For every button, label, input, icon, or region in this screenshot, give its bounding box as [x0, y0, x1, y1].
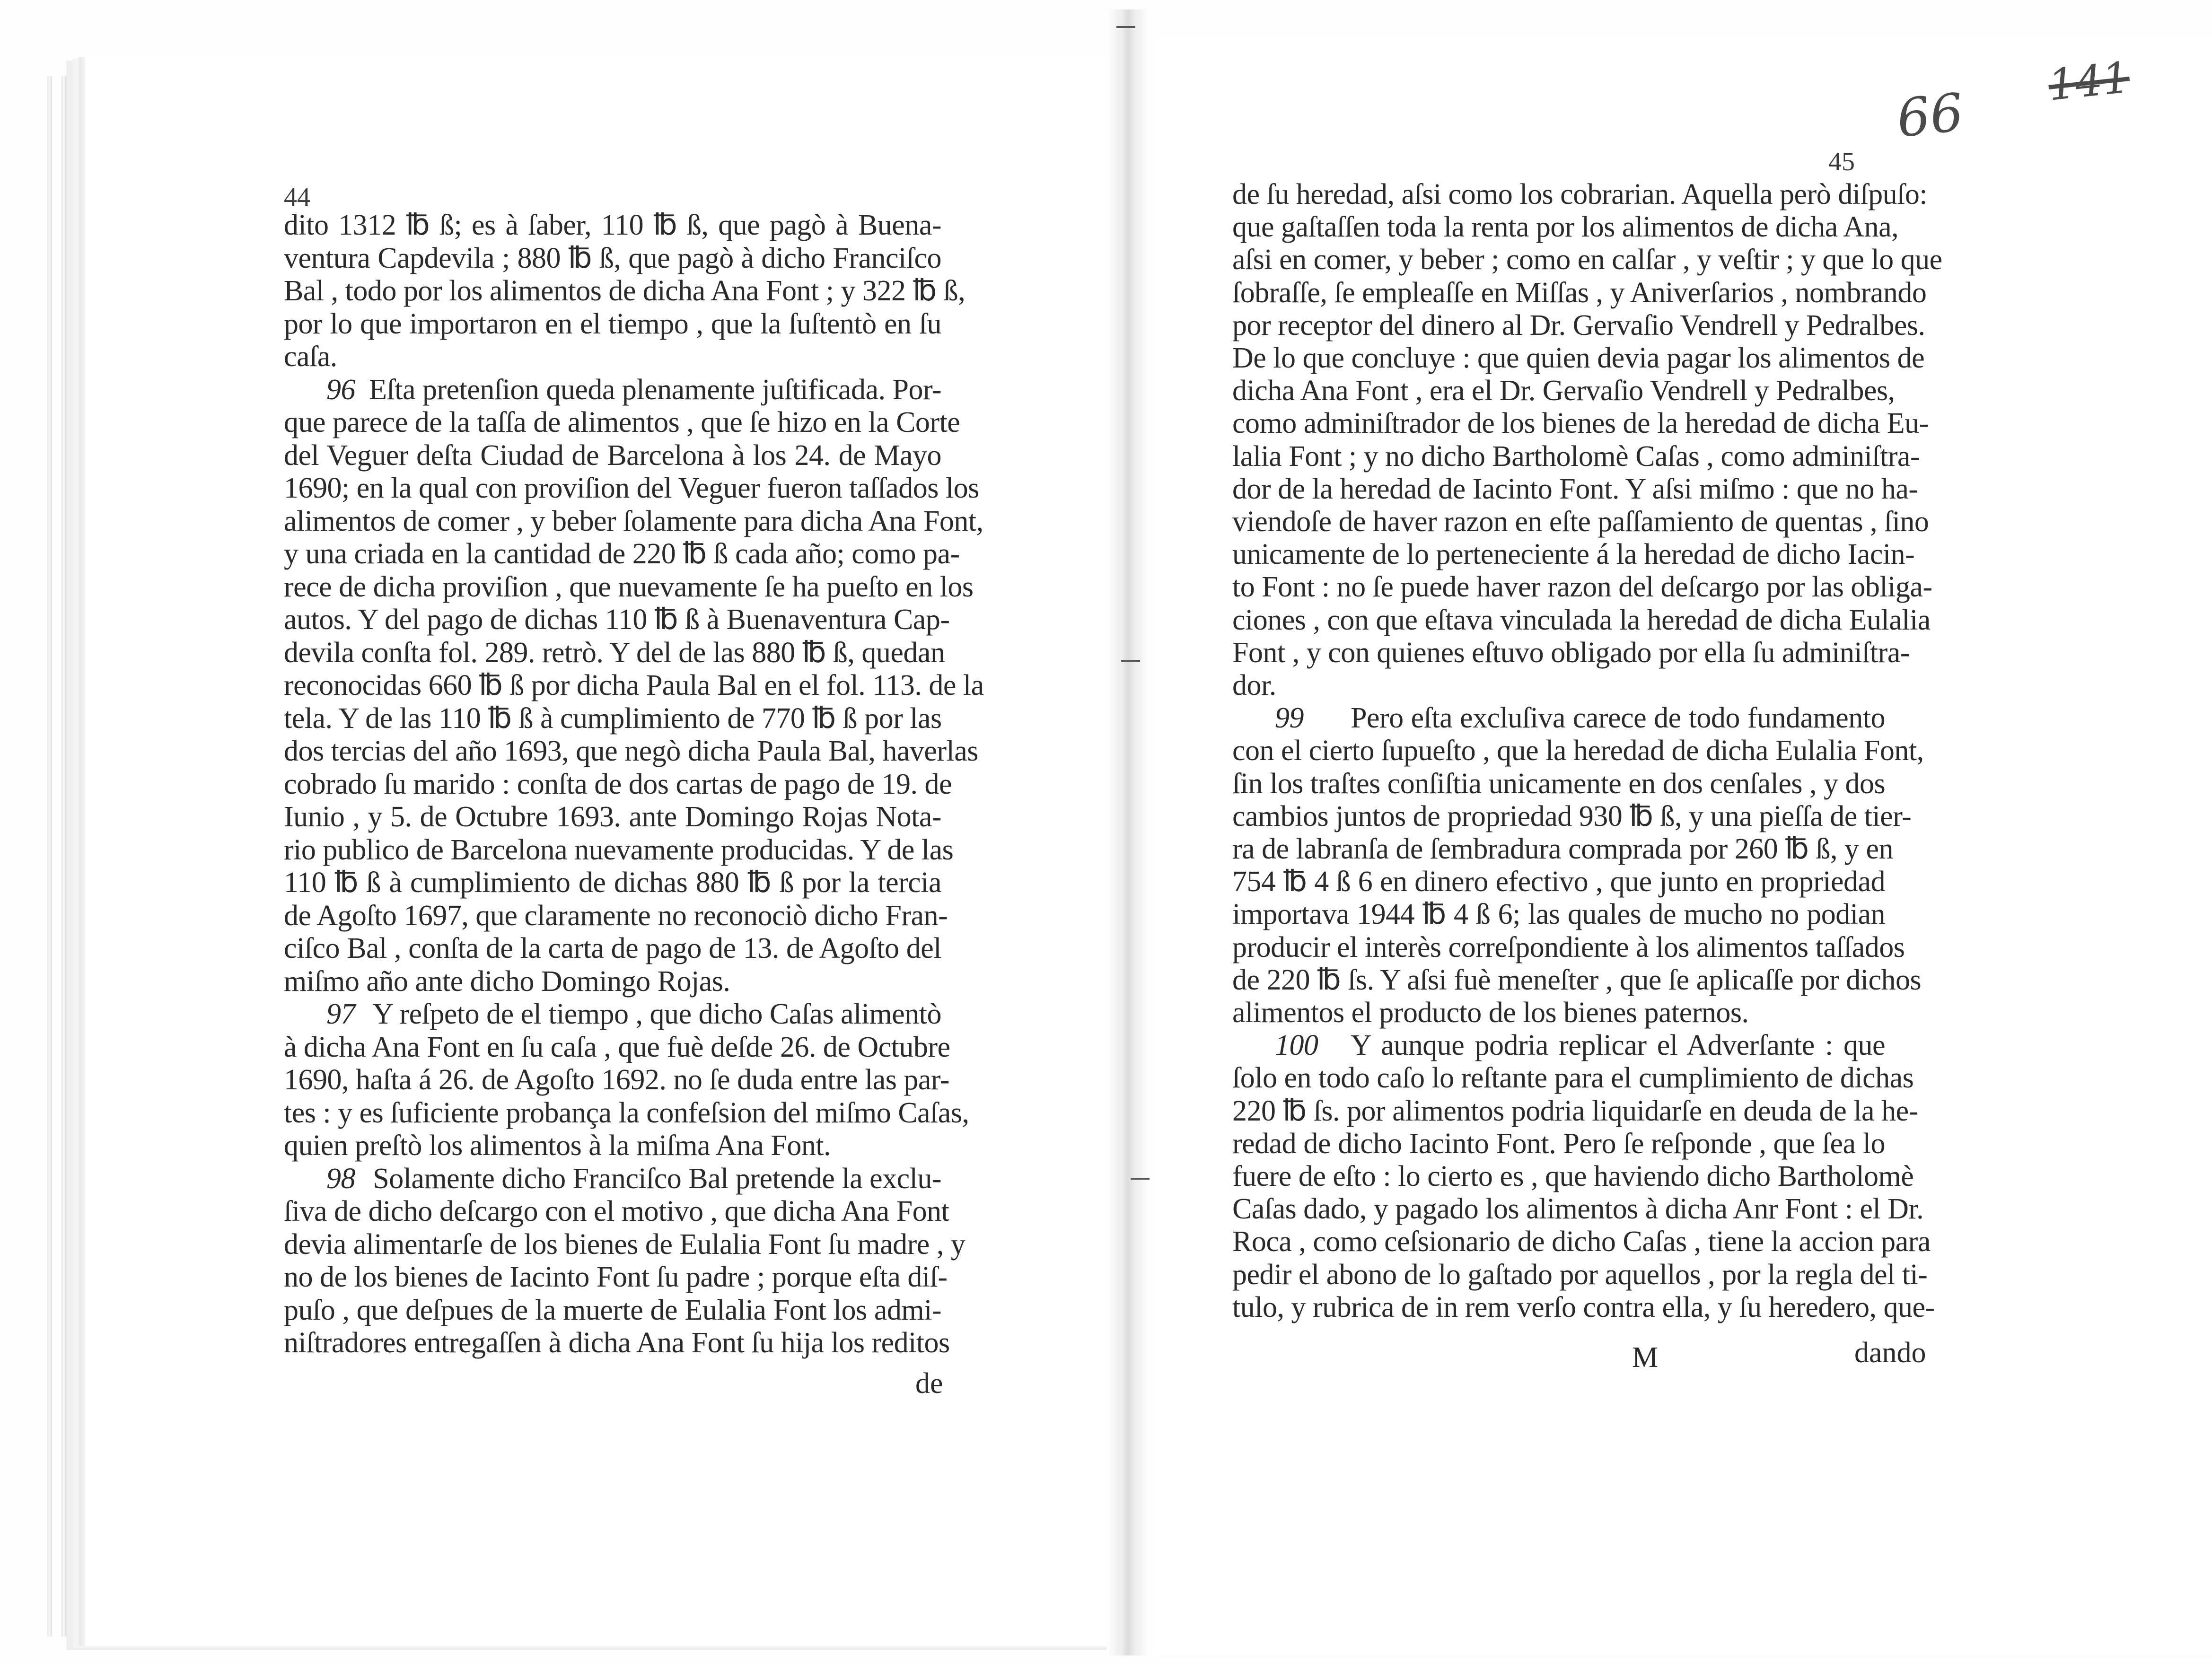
text-line [284, 899, 948, 932]
text-line [1232, 309, 1925, 342]
text-line [1232, 1062, 1914, 1095]
line-text: tulo, y rubrica de in rem verſo contra ella, y ſu heredero, que- [1232, 1291, 1935, 1323]
line-text: redad de dicho Iacinto Font. Pero ſe reſponde , que ſea lo [1232, 1127, 1885, 1160]
text-line [284, 1327, 950, 1359]
line-text: ſolo en todo caſo lo reſtante para el cumplimiento de dichas [1232, 1062, 1914, 1095]
line-text: y una criada en la cantidad de 220 ℔ ß cada año; como pa- [284, 538, 960, 570]
line-text: que gaſtaſſen toda la renta por los alimentos de dicha Ana, [1232, 211, 1899, 244]
line-text: dito 1312 ℔ ß; es à ſaber, 110 ℔ ß, que pagò à Buena- [284, 209, 941, 241]
line-text: ſobraſſe, ſe empleaſſe en Miſſas , y Aniverſarios , nombrando [1232, 276, 1927, 309]
text-line [284, 441, 941, 470]
text-line [1232, 407, 1929, 440]
text-line [284, 244, 941, 273]
line-text: reconocidas 660 ℔ ß por dicha Paula Bal en el fol. 113. de la [284, 669, 984, 701]
line-text: alimentos el producto de los bienes paternos. [1232, 997, 1749, 1029]
page-number: 45 [1828, 147, 1855, 176]
line-text: de Agoſto 1697, que claramente no reconociò dicho Fran- [284, 899, 948, 932]
text-line [284, 1261, 948, 1293]
line-text: 220 ℔ ſs. por alimentos podria liquidarſe en deuda de la he- [1232, 1095, 1918, 1127]
line-text: alimentos de comer , y beber ſolamente para dicha Ana Font, [284, 505, 983, 537]
page-stack-edge [47, 76, 52, 1637]
text-line [284, 375, 941, 404]
line-text: Solamente dicho Franciſco Bal pretende la exclu- [373, 1162, 941, 1195]
line-text: ſiva de dicho deſcargo con el motivo , que dicha Ana Font [284, 1195, 949, 1227]
line-text: Bal , todo por los alimentos de dicha Ana Font ; y 322 ℔ ß, [284, 275, 966, 307]
text-line [1232, 538, 1915, 571]
line-text: Font , y con quienes eſtuvo obligado por ella ſu adminiſtra- [1232, 636, 1910, 669]
line-text: con el cierto ſupueſto , que la heredad de dicha Eulalia Font, [1232, 735, 1924, 767]
text-line [284, 833, 954, 866]
text-line [284, 1228, 966, 1261]
text-line [284, 868, 941, 897]
text-line [284, 472, 979, 504]
text-line [284, 1096, 969, 1129]
text-line [1232, 1095, 1918, 1127]
line-text: tela. Y de las 110 ℔ ß à cumplimiento de 770 ℔ ß por las [284, 702, 942, 735]
handwritten-struck-number: 141 [2045, 53, 2132, 111]
text-line [284, 934, 941, 963]
line-text: caſa. [284, 341, 337, 373]
line-text: à dicha Ana Font en ſu caſa , que fuè deſde 26. de Octubre [284, 1031, 950, 1063]
line-text: cobrado ſu marido : conſta de dos cartas de pago de 19. de [284, 768, 952, 800]
text-line [284, 604, 950, 636]
line-text: 110 ℔ ß à cumplimiento de dichas 880 ℔ ß por la tercia [284, 867, 941, 899]
line-text: miſmo año ante dicho Domingo Rojas. [284, 965, 730, 998]
text-line [1232, 1291, 1935, 1323]
text-line [284, 505, 983, 537]
line-text: importava 1944 ℔ 4 ß 6; las quales de mucho no podian [1232, 898, 1885, 931]
text-line [1232, 769, 1885, 798]
text-line [1232, 276, 1927, 309]
text-line [1232, 342, 1925, 374]
text-line [284, 406, 960, 438]
text-line [1232, 506, 1929, 538]
line-text: tes : y es ſuficiente probança la confeſsion del miſmo Caſas, [284, 1096, 969, 1129]
line-text: viendoſe de haver razon en eſte paſſamiento de quentas , ſino [1232, 506, 1929, 538]
line-text: Pero eſta excluſiva carece de todo fundamento [1351, 702, 1885, 735]
line-text: de ſu heredad, aſsi como los cobrarian. Aquella però diſpuſo: [1232, 178, 1928, 210]
text-line [1232, 1031, 1885, 1060]
line-text: aſsi en comer, y beber ; como en calſar , y veſtir ; y que lo que [1232, 244, 1942, 276]
text-line [1232, 1258, 1928, 1291]
text-line [1232, 900, 1885, 929]
text-line [1232, 1193, 1924, 1226]
line-text: niſtradores entregaſſen à dicha Ana Font ſu hija los reditos [284, 1327, 950, 1359]
line-text: por lo que importaron en el tiempo , que la ſuſtentò en ſu [284, 307, 941, 340]
text-line [1232, 800, 1912, 832]
text-line [1232, 571, 1932, 604]
catchword: dando [1854, 1337, 1926, 1369]
line-text: Roca , como ceſsionario de dicho Caſas , tiene la accion para [1232, 1226, 1931, 1258]
line-text: 754 ℔ 4 ß 6 en dinero efectivo , que junto en propriedad [1232, 866, 1885, 898]
text-line [1232, 1129, 1885, 1158]
text-line [284, 967, 941, 996]
text-line [284, 1131, 941, 1160]
text-line [1232, 671, 1885, 700]
line-text: producir el interès correſpondiente à los alimentos taſſados [1232, 931, 1905, 963]
text-line [284, 275, 966, 307]
line-text: lalia Font ; y no dicho Bartholomè Caſas , como adminiſtra- [1232, 440, 1920, 473]
binding-mark [1121, 660, 1140, 662]
text-line [284, 1031, 950, 1063]
line-text: como adminiſtrador de los bienes de la heredad de dicha Eu- [1232, 407, 1929, 440]
paragraph-number: 99 [1275, 702, 1304, 735]
line-text: unicamente de lo perteneciente á la heredad de dicho Iacin- [1232, 538, 1915, 571]
signature-mark: M [1632, 1341, 1659, 1374]
text-line [284, 1164, 941, 1193]
text-line [284, 802, 941, 832]
page-stack-edge [61, 76, 66, 1637]
line-text: Iunio , y 5. de Octubre 1693. ante Domingo Rojas Nota- [284, 801, 941, 833]
line-text: quien preſtò los alimentos à la miſma Ana Font. [284, 1130, 831, 1162]
text-line [1232, 998, 1885, 1027]
text-line [284, 1296, 941, 1325]
text-line [1232, 867, 1885, 896]
text-line [1232, 178, 1928, 210]
page-stack-edge [76, 76, 80, 1637]
line-text: ciſco Bal , conſta de la carta de pago de 13. de Agoſto del [284, 932, 941, 964]
text-line [284, 1195, 949, 1227]
line-text: dor. [1232, 669, 1276, 701]
text-line [1232, 636, 1910, 669]
line-text: to Font : no ſe puede haver razon del deſcargo por las obliga- [1232, 571, 1932, 604]
text-line [1232, 375, 1895, 407]
line-text: fuere de eſto : lo cierto es , que haviendo dicho Bartholomè [1232, 1160, 1914, 1192]
line-text: Eſta pretenſion queda plenamente juſtificada. Por- [369, 373, 941, 406]
text-line [284, 309, 941, 339]
paragraph-number: 97 [326, 998, 355, 1030]
line-text: 1690, haſta á 26. de Agoſto 1692. no ſe duda entre las par- [284, 1064, 949, 1096]
text-line [284, 768, 952, 800]
paragraph-number: 100 [1275, 1029, 1318, 1062]
line-text: autos. Y del pago de dichas 110 ℔ ß à Buenaventura Cap- [284, 604, 950, 636]
text-line [284, 342, 941, 371]
line-text: devia alimentarſe de los bienes de Eulalia Font ſu madre , y [284, 1228, 966, 1261]
book-gutter [1107, 9, 1150, 1655]
text-line [284, 669, 984, 701]
line-text: ciones , con que eſtava vinculada la heredad de dicha Eulalia [1232, 604, 1931, 636]
text-line [1232, 211, 1899, 244]
handwritten-folio: 66 [1894, 82, 1966, 149]
binding-mark [1131, 1178, 1150, 1180]
line-text: puſo , que deſpues de la muerte de Eulalia Font los admi- [284, 1294, 941, 1326]
text-line [1232, 440, 1920, 473]
line-text: De lo que concluye : que quien devia pagar los alimentos de [1232, 342, 1925, 374]
text-line [1232, 604, 1931, 636]
line-text: dicha Ana Font , era el Dr. Gervaſio Vendrell y Pedralbes, [1232, 375, 1895, 407]
text-line [1232, 1226, 1931, 1258]
paragraph-number: 98 [326, 1162, 355, 1195]
line-text: dor de la heredad de Iacinto Font. Y aſsi miſmo : que no ha- [1232, 473, 1918, 505]
line-text: del Veguer deſta Ciudad de Barcelona à los 24. de Mayo [284, 439, 941, 472]
text-line [1232, 963, 1922, 996]
text-line [284, 210, 941, 240]
line-text: ventura Capdevila ; 880 ℔ ß, que pagò à dicho Franciſco [284, 242, 941, 274]
text-line [1232, 703, 1885, 733]
binding-mark [1116, 26, 1135, 28]
text-line [1232, 473, 1918, 505]
text-line [284, 538, 960, 570]
line-text: por receptor del dinero al Dr. Gervaſio Vendrell y Pedralbes. [1232, 309, 1925, 342]
text-line [1232, 735, 1924, 767]
line-text: que parece de la taſſa de alimentos , que ſe hizo en la Corte [284, 406, 960, 438]
text-line [1232, 931, 1905, 963]
line-text: pedir el abono de lo gaſtado por aquellos , por la regla del ti- [1232, 1258, 1928, 1291]
line-text: dos tercias del año 1693, que negò dicha Paula Bal, haverlas [284, 735, 978, 767]
page-number: 44 [284, 183, 310, 212]
text-line [284, 735, 978, 767]
text-line [284, 570, 974, 603]
paragraph-number: 96 [326, 373, 355, 406]
text-line [284, 704, 941, 733]
text-line [1232, 244, 1942, 276]
text-line [1232, 833, 1893, 865]
line-text: Y reſpeto de el tiempo , que dicho Caſas alimentò [372, 998, 941, 1030]
line-text: ra de labranſa de ſembradura comprada por 260 ℔ ß, y en [1232, 833, 1893, 865]
text-line [1232, 1160, 1914, 1192]
line-text: Caſas dado, y pagado los alimentos à dicha Anr Font : el Dr. [1232, 1193, 1924, 1226]
text-line [284, 1064, 949, 1096]
catchword: de [915, 1367, 943, 1400]
line-text: rio publico de Barcelona nuevamente producidas. Y de las [284, 833, 954, 866]
line-text: Y aunque podria replicar el Adverſante : que [1351, 1029, 1885, 1062]
line-text: no de los bienes de Iacinto Font ſu padre ; porque eſta diſ- [284, 1261, 948, 1293]
line-text: cambios juntos de propriedad 930 ℔ ß, y una pieſſa de tier- [1232, 800, 1912, 832]
line-text: devila conſta fol. 289. retrò. Y del de las 880 ℔ ß, quedan [284, 636, 945, 669]
text-line [284, 999, 941, 1029]
text-line [284, 636, 945, 669]
line-text: 1690; en la qual con proviſion del Veguer fueron taſſados los [284, 472, 979, 504]
line-text: ſin los traſtes conſiſtia unicamente en dos cenſales , y dos [1232, 767, 1886, 800]
line-text: rece de dicha proviſion , que nuevamente ſe ha pueſto en los [284, 570, 974, 603]
line-text: de 220 ℔ ſs. Y aſsi fuè meneſter , que ſe aplicaſſe por dichos [1232, 963, 1922, 996]
